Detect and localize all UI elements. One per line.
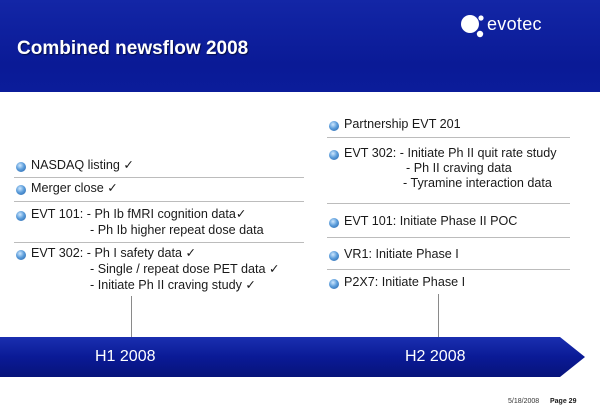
bullet-icon [329,150,339,160]
divider [14,201,304,202]
brand-name: evotec [487,14,542,34]
list-item: Merger close ✓ [31,181,118,195]
divider [14,242,304,243]
divider [327,269,570,270]
slide-title: Combined newsflow 2008 [17,38,249,59]
list-item-subline: - Ph Ib higher repeat dose data [90,223,264,237]
list-item-subline: - Ph II craving data [406,161,512,175]
h2-connector-line [438,294,439,340]
h1-connector-line [131,296,132,340]
bullet-icon [329,121,339,131]
timeline-arrow [0,337,585,377]
list-item: EVT 101: Initiate Phase II POC [344,214,518,228]
list-item: VR1: Initiate Phase I [344,247,459,261]
list-item: Partnership EVT 201 [344,117,461,131]
list-item-subline: - Single / repeat dose PET data ✓ [90,262,280,276]
bullet-icon [329,218,339,228]
list-item-subline: - Initiate Ph II craving study ✓ [90,278,256,292]
bullet-icon [16,211,26,221]
bullet-icon [16,250,26,260]
timeline-h1-label: H1 2008 [95,348,156,365]
list-item: EVT 302: - Initiate Ph II quit rate study [344,146,557,160]
page-number: Page 29 [550,398,577,405]
list-item: NASDAQ listing ✓ [31,158,134,172]
list-item-subline: - Tyramine interaction data [403,176,552,190]
list-item: P2X7: Initiate Phase I [344,275,466,289]
footer-date: 5/18/2008 [508,398,540,405]
list-item: EVT 302: - Ph I safety data ✓ [31,246,197,260]
divider [327,237,570,238]
bullet-icon [329,279,339,289]
divider [327,203,570,204]
timeline-h2-label: H2 2008 [405,348,466,365]
divider [14,177,304,178]
bullet-icon [16,185,26,195]
bullet-icon [16,162,26,172]
divider [327,137,570,138]
list-item: EVT 101: - Ph Ib fMRI cognition data✓ [31,207,247,221]
bullet-icon [329,251,339,261]
slide-header [0,0,600,92]
